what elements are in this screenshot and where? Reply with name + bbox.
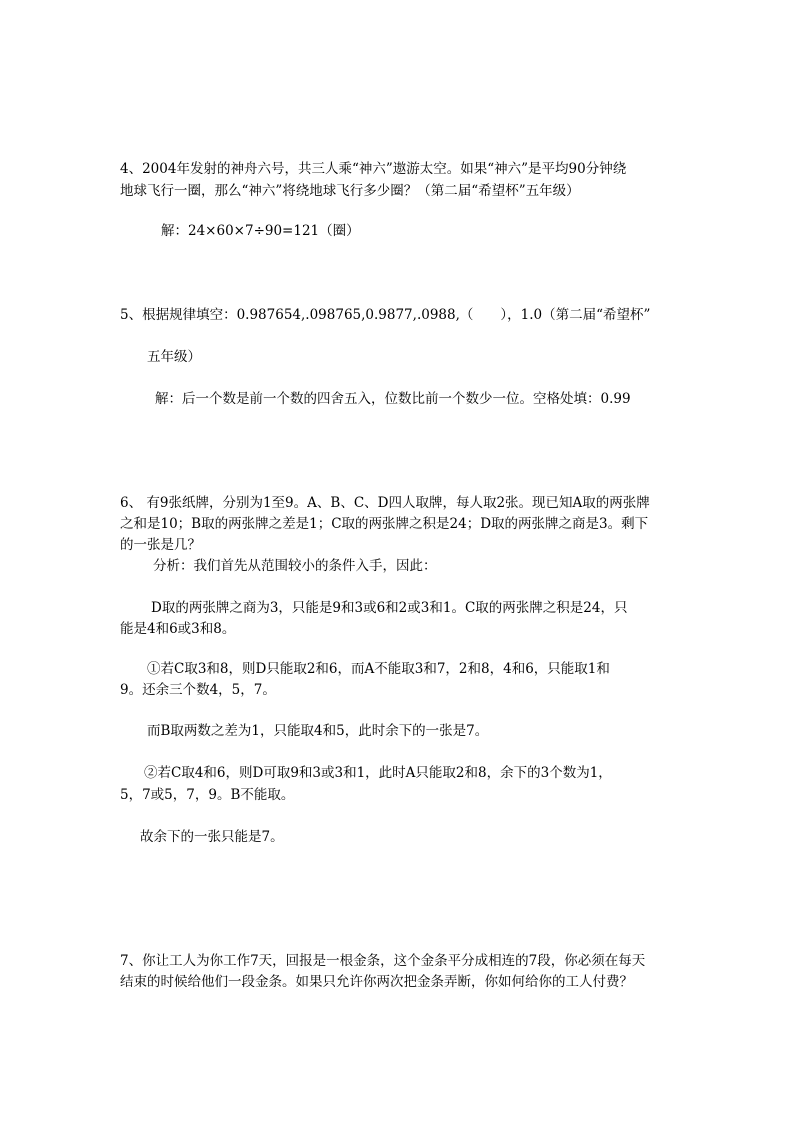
problem-5-line-1: 5、根据规律填空：0.987654,.098765,0.9877,.0988,（ ），1.0（第二届“希望杯” [120,307,651,323]
problem-6-line-1: 6、 有9张纸牌，分别为1至9。A、B、C、D四人取牌，每人取2张。现已知A取的两张牌 [120,495,650,511]
problem-7-line-1: 7、你让工人为你工作7天，回报是一根金条，这个金条平分成相连的7段，你必须在每天 [120,953,646,969]
problem-6-conclusion: 故余下的一张只能是7。 [140,829,284,845]
problem-6-analysis: 分析：我们首先从范围较小的条件入手，因此： [153,558,437,574]
problem-4-solution: 解：24×60×7÷90=121（圈） [161,223,360,239]
problem-6-line-3: 的一张是几？ [120,537,201,553]
problem-5-solution: 解：后一个数是前一个数的四舍五入，位数比前一个数少一位。空格处填：0.99 [155,391,631,407]
problem-6-para-4-line-1: ②若C取4和6，则D可取9和3或3和1，此时A只能取2和8，余下的3个数为1， [144,765,612,781]
problem-4-line-2: 地球飞行一圈，那么“神六”将绕地球飞行多少圈？（第二届“希望杯”五年级） [120,183,580,199]
problem-6-para-2-line-2: 9。还余三个数4，5，7。 [120,682,276,698]
problem-6-para-3: 而B取两数之差为1，只能取4和5，此时余下的一张是7。 [147,723,489,739]
problem-6-line-2: 之和是10；B取的两张牌之差是1；C取的两张牌之积是24；D取的两张牌之商是3。剩下 [120,516,649,532]
problem-4-line-1: 4、2004年发射的神舟六号，共三人乘“神六”遨游太空。如果“神六”是平均90分钟绕 [120,161,627,177]
problem-6-para-4-line-2: 5，7或5，7，9。B不能取。 [120,787,295,803]
problem-6-para-1-line-2: 能是4和6或3和8。 [120,621,236,637]
problem-6-para-2-line-1: ①若C取3和8，则D只能取2和6，而A不能取3和7，2和8，4和6，只能取1和 [147,661,610,677]
problem-6-para-1-line-1: D取的两张牌之商为3，只能是9和3或6和2或3和1。C取的两张牌之积是24，只 [151,600,628,616]
problem-5-line-2: 五年级） [147,349,201,365]
problem-7-line-2: 结束的时候给他们一段金条。如果只允许你两次把金条弄断，你如何给你的工人付费？ [120,974,633,990]
